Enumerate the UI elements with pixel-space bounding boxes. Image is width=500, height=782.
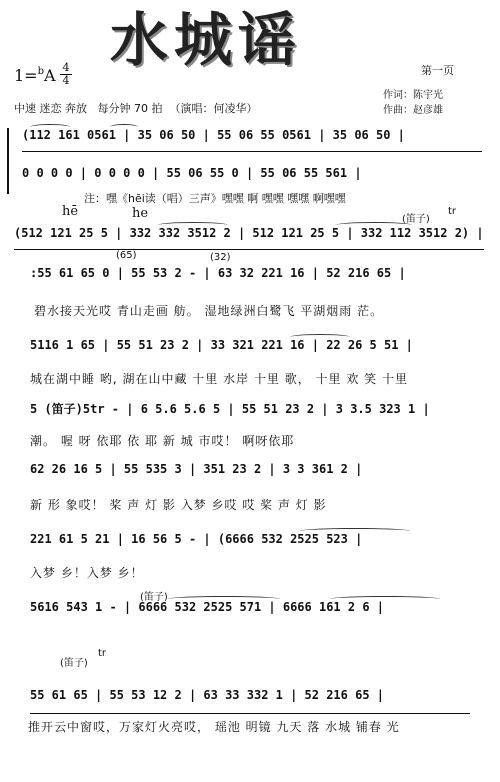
slur [168,596,280,602]
slur [330,596,440,602]
notation-row: 5616 543 1 - | 6666 532 2525 571 | 6666 161 2 6 | [30,600,385,614]
lyric-line: 入梦 乡！入梦 乡！ [30,566,144,580]
beam-underline [14,248,484,250]
trill-marking: tr [448,206,457,217]
lyricist-credit: 作词：陈宇光 [383,90,443,101]
time-signature: 4 4 [60,62,72,87]
slur [30,124,70,130]
song-title: 水城谣 [110,6,303,74]
trill-marking: tr [98,648,107,659]
system-bracket [7,128,15,194]
lyric-line: 城在湖中睡 哟, 湖在山中藏 十里 水岸 十里 歌， 十里 欢 笑 十里 [30,372,408,386]
notation-row: 55 61 65 | 55 53 12 2 | 63 33 332 1 | 52 216 65 | [30,688,385,702]
beam-underline [30,712,470,714]
alternate-notes: (65) [116,250,137,261]
notation-row: (112 161 0561 | 35 06 50 | 55 06 55 0561 | 35 06 50 | [22,128,405,142]
notation-row: 5 (笛子)5tr - | 6 5.6 5.6 5 | 55 51 23 2 | 3 3.5 323 1 | [30,402,430,416]
pinyin-marking: he [132,206,149,221]
pinyin-marking: hē [62,204,79,219]
lyric-line: 新 形 象哎！ 桨 声 灯 影 入梦 乡哎 哎 桨 声 灯 影 [30,498,327,512]
alternate-notes: (32) [210,252,231,263]
notation-row: 0 0 0 0 | 0 0 0 0 | 55 06 55 0 | 55 06 55 561 | [22,166,362,180]
lyric-line: 潮。 喔 呀 依耶 依 耶 新 城 市哎！ 啊呀依耶 [30,434,295,448]
instrument-marking: (笛子) [60,658,88,669]
notation-row: 62 26 16 5 | 55 535 3 | 351 23 2 | 3 3 361 2 | [30,462,363,476]
slur [300,528,410,534]
notation-row: :55 61 65 0 | 55 53 2 - | 63 32 221 16 | 52 216 65 | [30,266,406,280]
notation-row: 5116 1 65 | 55 51 23 2 | 33 321 221 16 | 22 26 5 51 | [30,338,413,352]
slur [336,222,412,228]
lyric-line: 推开云中窗哎，万家灯火亮哎， 瑶池 明镜 九天 落 水城 铺春 光 [28,720,400,734]
lyric-line: 碧水接天光哎 青山走画 舫。 湿地绿洲白鹭飞 平湖烟雨 茫。 [34,304,384,318]
slur [110,124,138,130]
page-number: 第一页 [421,64,454,77]
instrument-marking: (笛子) [140,592,168,603]
slur [290,334,350,340]
slur [158,222,228,228]
composer-credit: 作曲：赵彦雄 [383,105,443,116]
instrument-marking: (笛子) [402,214,430,225]
beam-underline [22,150,482,152]
annotation-note: 注：嘿《hēi读（唱）三声》嘿嘿 啊 嘿嘿 嘿嘿 啊嘿嘿 [84,192,346,205]
notation-row: 221 61 5 21 | 16 56 5 - | (6666 532 2525 523 | [30,532,363,546]
notation-row: (512 121 25 5 | 332 332 3512 2 | 512 121 25 5 | 332 112 3512 2) | [14,226,484,240]
tempo-marking: 中速 迷恋 奔放 每分钟 70 拍 （演唱：何凌华） [14,102,258,115]
key-signature: 1=$^b$A [14,66,56,85]
